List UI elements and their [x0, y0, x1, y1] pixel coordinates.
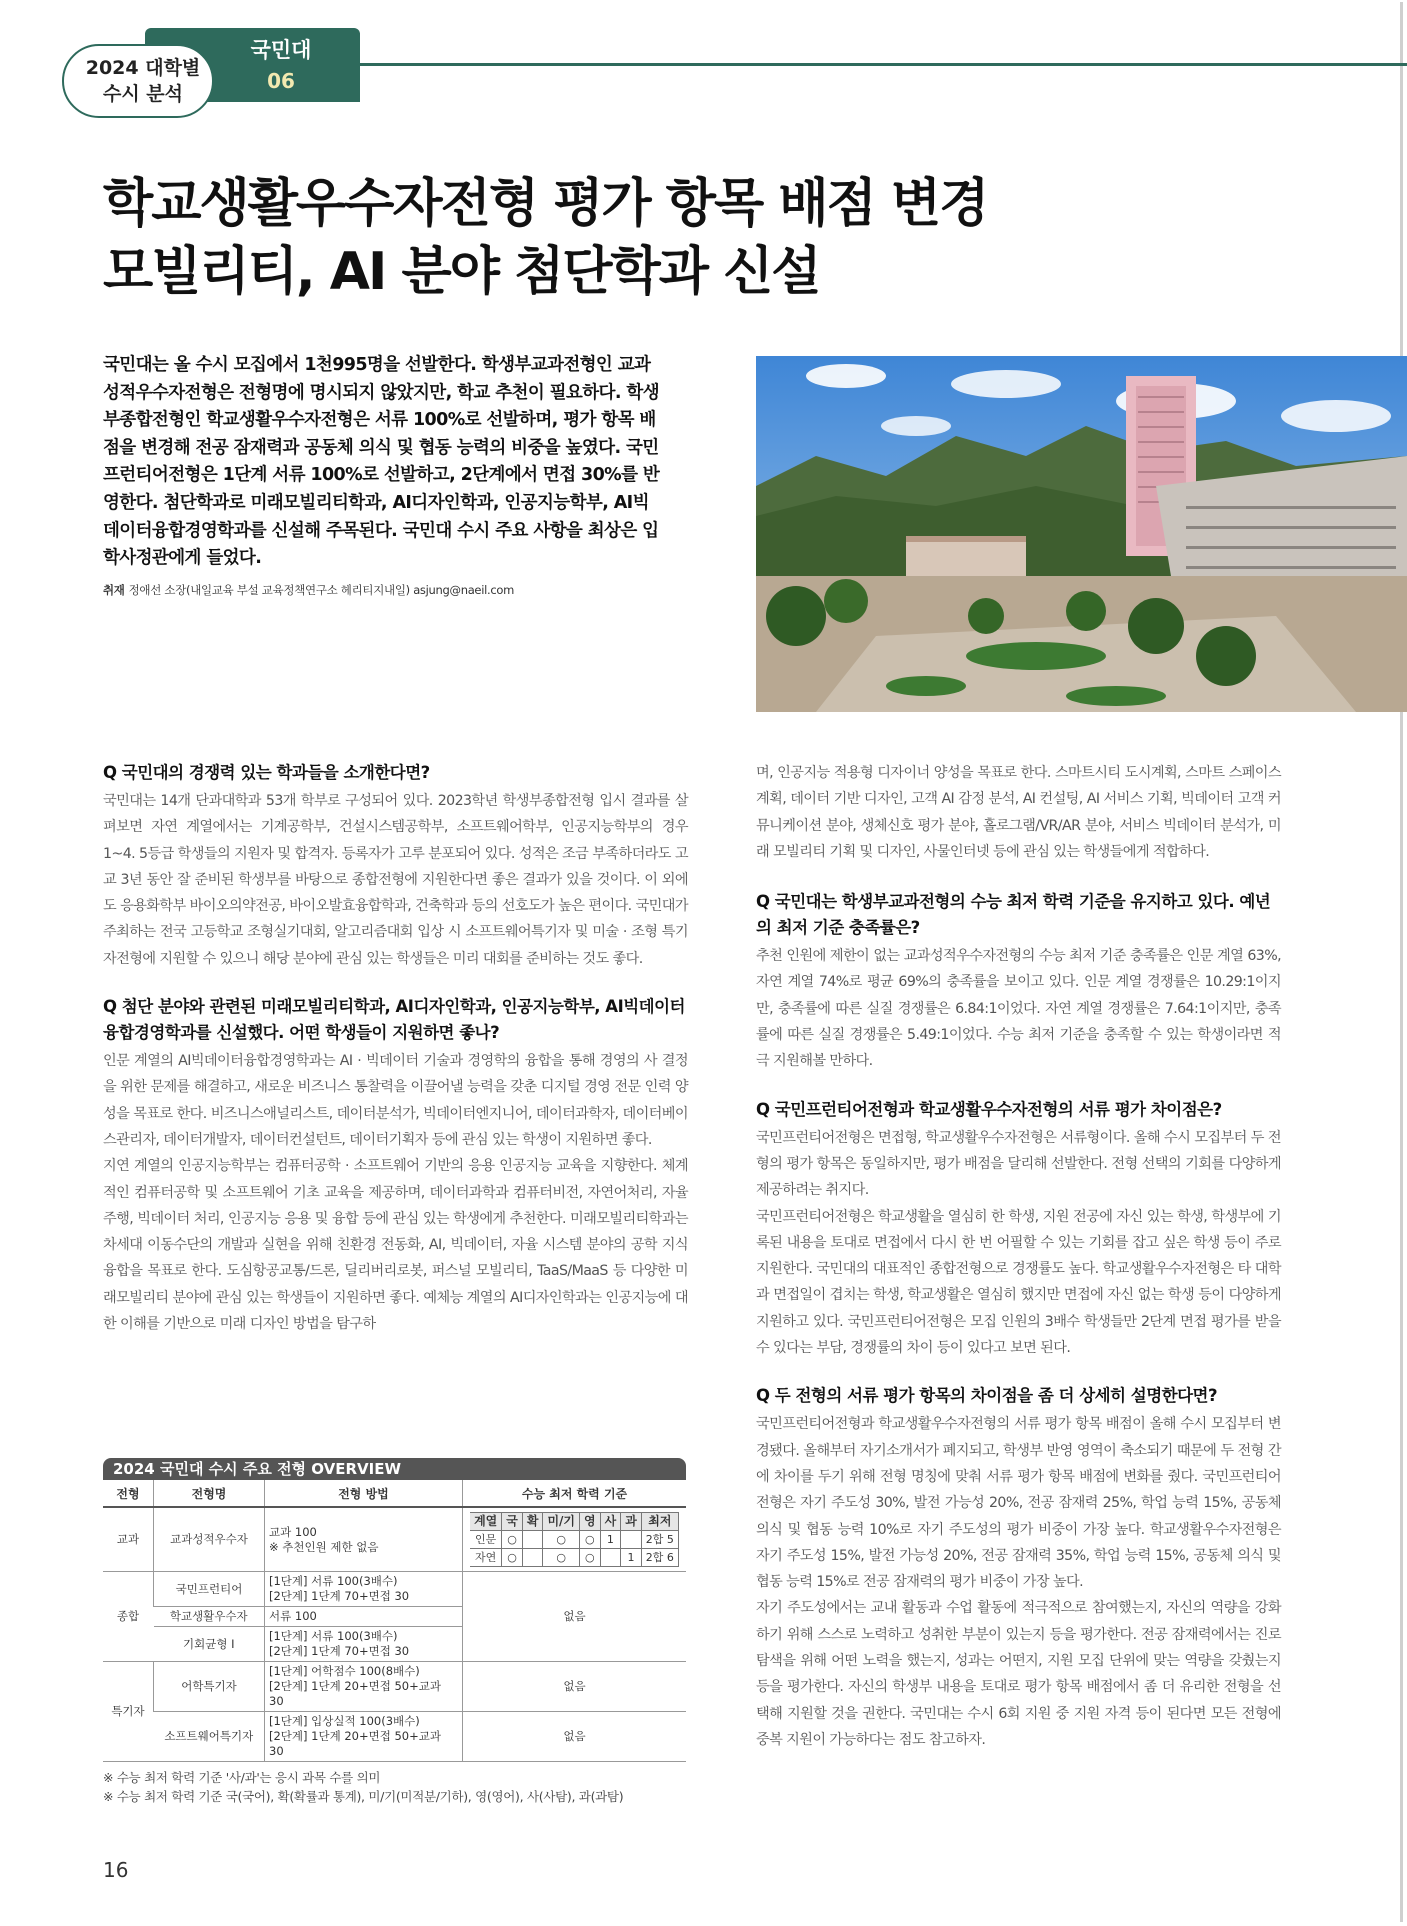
table-cell: 기회균형 I	[154, 1627, 265, 1662]
sub-cell	[522, 1549, 543, 1567]
page-number: 16	[103, 1858, 129, 1882]
table-cell: 없음	[463, 1662, 687, 1712]
table-cell	[265, 1662, 463, 1712]
sub-cell: ○	[502, 1531, 523, 1549]
method-line: [2단계] 1단계 70+면접 30	[269, 1644, 410, 1658]
sub-header: 미/기	[543, 1513, 580, 1531]
col-header: 전형명	[154, 1480, 265, 1507]
table-header-row	[103, 1480, 686, 1507]
question-2: Q 첨단 분야와 관련된 미래모빌리티학과, AI디자인학과, 인공지능학부, AI빅데이터융합경영학과를 신설했다. 어떤 학생들이 지원하면 좋나?	[103, 997, 685, 1043]
col-header: 전형 방법	[265, 1480, 463, 1507]
overview-table-box	[103, 1458, 686, 1806]
table-row	[103, 1712, 686, 1762]
answer-1: 국민대는 14개 단과대학과 53개 학부로 구성되어 있다. 2023학년 학생부종합전형 입시 결과를 살펴보면 자연 계열에서는 기계공학부, 건설시스템공학부, 소프트웨어학부, 인공지능학부의 경우 1~4. 5등급 학생들의 지원자 및 합격자. 등록자가 고루 분포되어 있다. 성적은 조금 부족하더라도 고교 3년 동안 잘 준비된 학생부를 바탕으로 종합전형에 지원한다면 좋은 결과가 있을 것이다. 이 외에도 응용화학부 바이오의약전공, 바이오발효융합학과, 건축학과 등의 선호도가 높은 편이다. 국민대가 주최하는 전국 고등학교 조형실기대회, 알고리즘대회 입상 시 소프트웨어특기자 및 미술 · 조형 특기자전형에 지원할 수 있으니 해당 분야에 관심 있는 학생들은 미리 대회를 준비하는 것도 좋다.	[103, 793, 688, 967]
sub-cell	[522, 1531, 543, 1549]
min-criteria-row	[470, 1531, 678, 1549]
table-cell: 교과	[103, 1507, 154, 1572]
byline-label: 취재	[103, 583, 125, 597]
table-cell: 교과성적우수자	[154, 1507, 265, 1572]
method-line: [1단계] 어학점수 100(8배수)	[269, 1664, 420, 1678]
table-row	[103, 1662, 686, 1712]
table-row	[103, 1507, 686, 1572]
table-cell: 소프트웨어특기자	[154, 1712, 265, 1762]
sub-cell: ○	[580, 1531, 601, 1549]
table-cell: 없음	[463, 1572, 687, 1662]
byline-text: 정애선 소장(내일교육 부설 교육정책연구소 헤리티지내일) asjung@naeil.com	[128, 583, 515, 597]
sub-header: 영	[580, 1513, 601, 1531]
campus-photo	[756, 356, 1407, 712]
table-cell: 학교생활우수자	[154, 1607, 265, 1627]
table-cell: 없음	[463, 1712, 687, 1762]
right-column	[756, 760, 1281, 1775]
header-rule	[200, 63, 1407, 66]
series-label-line2: 수시 분석	[102, 83, 184, 105]
table-note: ※ 수능 최저 학력 기준 국(국어), 확(확률과 통계), 미/기(미적분/기하), 영(영어), 사(사탐), 과(과탐)	[103, 1789, 624, 1804]
question-3: Q 국민대는 학생부교과전형의 수능 최저 학력 기준을 유지하고 있다. 예년의 최저 기준 충족률은?	[756, 892, 1271, 938]
headline	[103, 170, 1103, 306]
table-cell	[265, 1572, 463, 1607]
sub-cell: 인문	[470, 1531, 502, 1549]
header-university: 국민대	[250, 38, 312, 62]
table-cell: 어학특기자	[154, 1662, 265, 1712]
sub-header: 과	[621, 1513, 642, 1531]
method-line: ※ 추천인원 제한 없음	[269, 1539, 379, 1554]
table-cell	[265, 1627, 463, 1662]
overview-table	[103, 1480, 686, 1762]
question-5: Q 두 전형의 서류 평가 항목의 차이점을 좀 더 상세히 설명한다면?	[756, 1386, 1218, 1406]
byline	[103, 582, 663, 598]
table-cell: 서류 100	[265, 1607, 463, 1627]
lead-paragraph: 국민대는 올 수시 모집에서 1천995명을 선발한다. 학생부교과전형인 교과성적우수자전형은 전형명에 명시되지 않았지만, 학교 추천이 필요하다. 학생부종합전형인 학교생활우수자전형은 서류 100%로 선발하며, 평가 항목 배점을 변경해 전공 잠재력과 공동체 의식 및 협동 능력의 비중을 높였다. 국민프런티어전형은 1단계 서류 100%로 선발하고, 2단계에서 면접 30%를 반영한다. 첨단학과로 미래모빌리티학과, AI디자인학과, 인공지능학부, AI빅데이터융합경영학과를 신설해 주목된다. 국민대 수시 주요 사항을 최상은 입학사정관에게 들었다.	[103, 355, 660, 569]
method-line: [1단계] 서류 100(3배수)	[269, 1629, 398, 1643]
headline-line1: 학교생활우수자전형 평가 항목 배점 변경	[103, 174, 988, 234]
table-cell: 종합	[103, 1572, 154, 1662]
sub-cell: 2합 5	[641, 1531, 678, 1549]
sub-cell	[600, 1549, 621, 1567]
overview-table-title: 2024 국민대 수시 주요 전형 OVERVIEW	[103, 1458, 686, 1480]
sub-cell	[621, 1531, 642, 1549]
col-header: 전형	[103, 1480, 154, 1507]
sub-cell: ○	[580, 1549, 601, 1567]
table-notes	[103, 1768, 686, 1806]
answer-5: 국민프런티어전형과 학교생활우수자전형의 서류 평가 항목 배점이 올해 수시 모집부터 변경됐다. 올해부터 자기소개서가 폐지되고, 학생부 반영 영역이 축소되기 때문에 두 전형 간에 차이를 두기 위해 전형 명칭에 맞춰 서류 평가 항목 배점에 변화를 줬다. 국민프런티어전형은 자기 주도성 30%, 발전 가능성 20%, 전공 잠재력 25%, 학업 능력 15%, 공동체 의식 및 협동 능력 10%로 자기 주도성의 평가 비중이 가장 높다. 학교생활우수자전형은 자기 주도성 15%, 발전 가능성 20%, 전공 잠재력 35%, 학업 능력 15%, 공동체 의식 및 협동 능력 15%로 전공 잠재력의 평가 비중이 가장 높다. 자기 주도성에서는 교내 활동과 수업 활동에 적극적으로 참여했는지, 자신의 역량을 강화하기 위해 스스로 노력하고 성취한 부분이 있는지 등을 평가한다. 전공 잠재력에서는 진로 탐색을 위해 어떤 노력을 했는지, 성과는 어떤지, 지원 모집 단위에 맞는 역량을 갖췄는지 등을 평가한다. 자신의 학생부 내용을 토대로 평가 항목 배점에서 좀 더 유리한 전형을 선택해 지원할 것을 권한다. 국민대는 수시 6회 지원 중 지원 자격 등이 된다면 모든 전형에 중복 지원이 가능하다는 점도 참고하자.	[756, 1416, 1281, 1748]
sub-cell: 자연	[470, 1549, 502, 1567]
answer-2: 인문 계열의 AI빅데이터융합경영학과는 AI · 빅데이터 기술과 경영학의 융합을 통해 경영의 사 결정을 위한 문제를 해결하고, 새로운 비즈니스 통찰력을 이끌어낼 능력을 갖춘 디지털 경영 전문 인력 양성을 목표로 한다. 비즈니스애널리스트, 데이터분석가, 빅데이터엔지니어, 데이터과학자, 데이터베이스관리자, 데이터개발자, 데이터컨설턴트, 데이터기획자 등에 관심 있는 학생이 지원하면 좋다. 지연 계열의 인공지능학부는 컴퓨터공학 · 소프트웨어 기반의 응용 인공지능 교육을 지향한다. 체계적인 컴퓨터공학 및 소프트웨어 기초 교육을 제공하며, 데이터과학과 컴퓨터비전, 자연어처리, 자율주행, 빅데이터 처리, 인공지능 응용 및 융합 등에 관심 있는 학생에게 추천한다. 미래모빌리티학과는 차세대 이동수단의 개발과 실현을 위해 친환경 전동화, AI, 빅데이터, 자율 시스템 분야의 공학 지식 융합을 목표로 한다. 도심항공교통/드론, 딜리버리로봇, 퍼스널 모빌리티, TaaS/MaaS 등 다양한 미래모빌리티 분야에 관심 있는 학생들이 지원하면 좋다. 예체능 계열의 AI디자인학과는 인공지능에 대한 이해를 기반으로 미래 디자인 방법을 탐구하	[103, 1053, 688, 1333]
question-4: Q 국민프런티어전형과 학교생활우수자전형의 서류 평가 차이점은?	[756, 1099, 1222, 1119]
table-cell: 국민프런티어	[154, 1572, 265, 1607]
table-cell	[463, 1507, 687, 1572]
header-number: 06	[267, 69, 295, 93]
series-label-line1: 2024 대학별	[85, 57, 201, 79]
sub-cell: 2합 6	[641, 1549, 678, 1567]
table-note: ※ 수능 최저 학력 기준 '사/과'는 응시 과목 수를 의미	[103, 1770, 381, 1785]
sub-header: 국	[502, 1513, 523, 1531]
min-criteria-row	[470, 1549, 678, 1567]
answer-2-continued: 며, 인공지능 적용형 디자이너 양성을 목표로 한다. 스마트시티 도시계획, 스마트 스페이스 계획, 데이터 기반 디자인, 고객 AI 감정 분석, AI 컨설팅, AI 서비스 기획, 빅데이터 고객 커뮤니케이션 분야, 생체신호 평가 분야, 홀로그램/VR/AR 분야, 서비스 빅데이터 분석가, 미래 모빌리티 기획 및 디자인, 사물인터넷 등에 관심 있는 학생들에게 적합하다.	[756, 765, 1281, 860]
table-row	[103, 1572, 686, 1607]
sub-cell: ○	[543, 1549, 580, 1567]
left-column	[103, 760, 688, 1359]
sub-header: 계열	[470, 1513, 502, 1531]
method-line: [1단계] 입상실적 100(3배수)	[269, 1714, 420, 1728]
sub-header: 확	[522, 1513, 543, 1531]
table-cell	[265, 1712, 463, 1762]
sub-cell: ○	[502, 1549, 523, 1567]
col-header: 수능 최저 학력 기준	[463, 1480, 687, 1507]
sub-header: 사	[600, 1513, 621, 1531]
sub-cell: 1	[621, 1549, 642, 1567]
table-cell: 특기자	[103, 1662, 154, 1762]
sub-cell: ○	[543, 1531, 580, 1549]
answer-4: 국민프런티어전형은 면접형, 학교생활우수자전형은 서류형이다. 올해 수시 모집부터 두 전형의 평가 항목은 동일하지만, 평가 배점을 달리해 선발한다. 전형 선택의 기회를 다양하게 제공하려는 취지다. 국민프런티어전형은 학교생활을 열심히 한 학생, 지원 전공에 자신 있는 학생, 학생부에 기록된 내용을 토대로 면접에서 다시 한 번 어필할 수 있는 기회를 잡고 싶은 학생 등이 주로 지원한다. 국민대의 대표적인 종합전형으로 경쟁률도 높다. 학교생활우수자전형은 타 대학과 면접일이 겹치는 학생, 학교생활은 열심히 했지만 면접에 자신 없는 학생 등이 다양하게 지원하고 있다. 국민프런티어전형은 모집 인원의 3배수 학생들만 2단계 면접 평가를 받을 수 있다는 부담, 경쟁률의 차이 등이 있다고 보면 된다.	[756, 1129, 1281, 1357]
method-line: [2단계] 1단계 20+면접 50+교과 30	[269, 1729, 441, 1758]
table-cell	[265, 1507, 463, 1572]
answer-3: 추천 인원에 제한이 없는 교과성적우수자전형의 수능 최저 기준 충족률은 인문 계열 63%, 자연 계열 74%로 평균 69%의 충족률을 보이고 있다. 인문 계열 경쟁률은 10.29:1이지만, 충족률에 따른 실질 경쟁률은 6.84:1이었다. 자연 계열 경쟁률은 7.64:1이지만, 충족률에 따른 실질 경쟁률은 5.49:1이었다. 수능 최저 기준을 충족할 수 있는 학생이라면 적극 지원해볼 만하다.	[756, 948, 1281, 1070]
method-line: 교과 100	[269, 1524, 317, 1539]
min-criteria-header	[470, 1513, 678, 1531]
method-line: [2단계] 1단계 20+면접 50+교과 30	[269, 1679, 441, 1708]
sub-cell: 1	[600, 1531, 621, 1549]
question-1: Q 국민대의 경쟁력 있는 학과들을 소개한다면?	[103, 763, 430, 782]
method-line: [1단계] 서류 100(3배수)	[269, 1574, 398, 1588]
headline-line2: 모빌리티, AI 분야 첨단학과 신설	[103, 242, 820, 302]
min-criteria-table	[470, 1512, 679, 1567]
sub-header: 최저	[641, 1513, 678, 1531]
method-line: [2단계] 1단계 70+면접 30	[269, 1589, 410, 1603]
